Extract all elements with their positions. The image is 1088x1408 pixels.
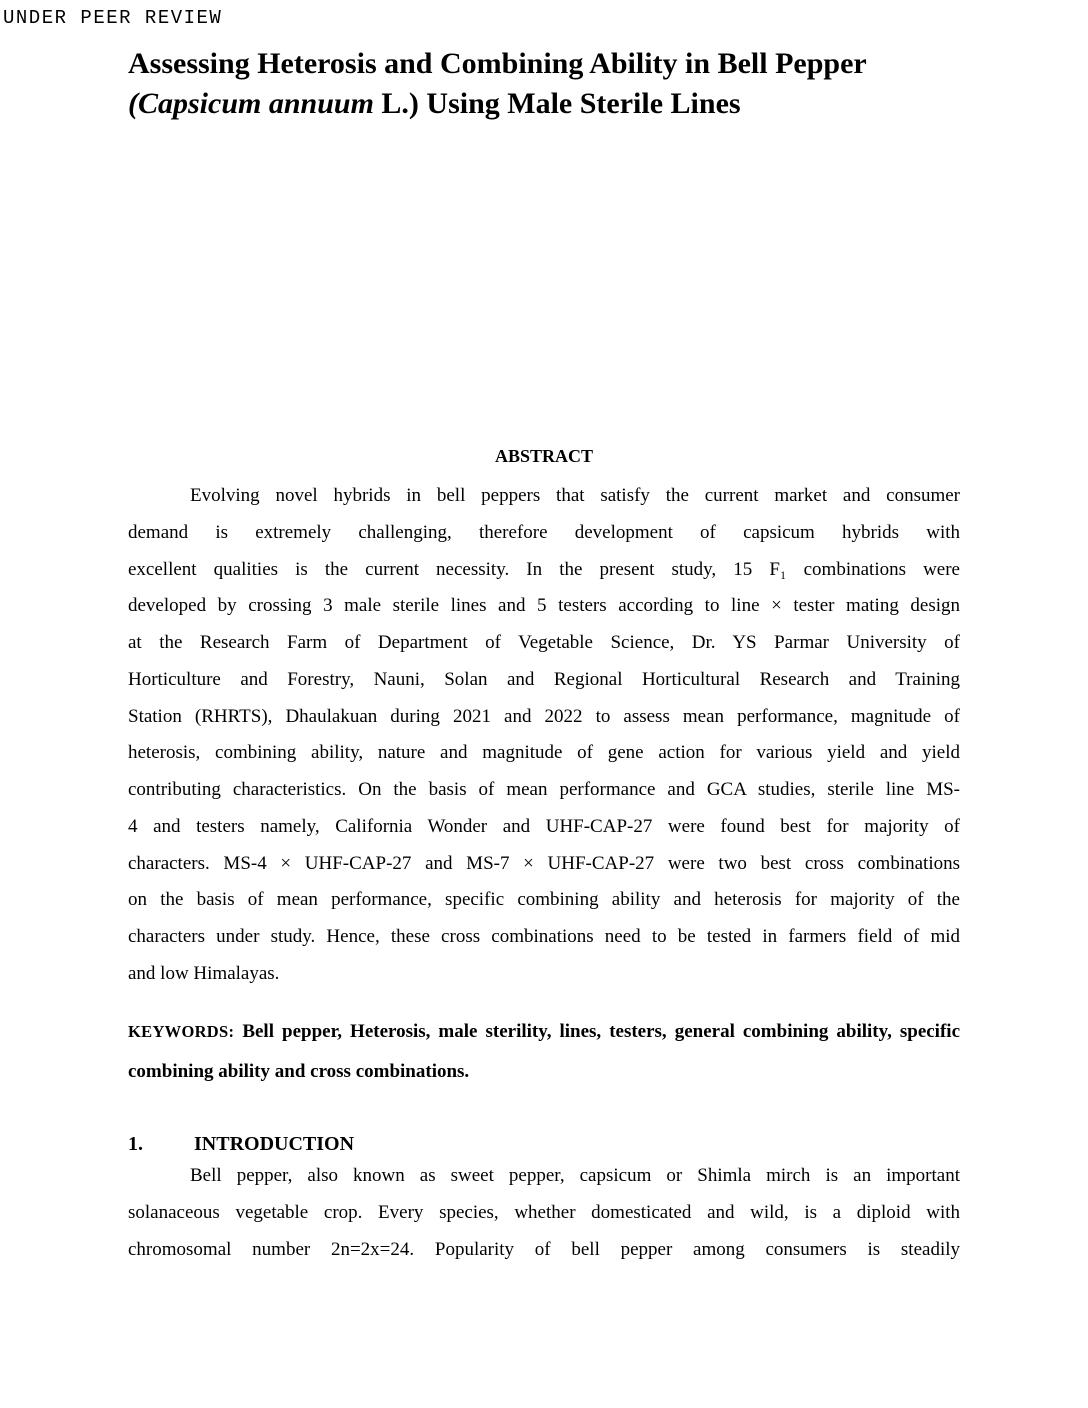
paragraph-line: characters under study. Hence, these cross combinations need to be tested in farmers field of mid [128, 926, 960, 947]
abstract-heading: ABSTRACT [494, 446, 594, 466]
section-heading-introduction [128, 1130, 960, 1158]
peer-review-watermark: UNDER PEER REVIEW [3, 7, 223, 29]
paragraph-line: Evolving novel hybrids in bell peppers that satisfy the current market and consumer [190, 485, 960, 506]
paragraph-line: excellent qualities is the current necessity. In the present study, 15 F₁ combinations were [128, 558, 960, 580]
paragraph-line: characters. MS-4 × UHF-CAP-27 and MS-7 × UHF-CAP-27 were two best cross combinations [128, 852, 960, 874]
paragraph-line: demand is extremely challenging, therefore development of capsicum hybrids with [128, 521, 960, 543]
paragraph-line: chromosomal number 2n=2x=24. Popularity of bell pepper among consumers is steadily [128, 1238, 960, 1260]
paragraph-line: at the Research Farm of Department of Vegetable Science, Dr. YS Parmar University of [128, 632, 960, 653]
paragraph-line: developed by crossing 3 male sterile lines and 5 testers according to line × tester mating design [128, 595, 960, 617]
paper-title-line2-rest: L.) Using Male Sterile Lines [373, 87, 741, 120]
paper-title-line1: Assessing Heterosis and Combining Ability in Bell Pepper [128, 47, 867, 80]
keywords-text: Bell pepper, Heterosis, male sterility, lines, testers, general combining ability, specific combining ability and cross combinations. [128, 1021, 961, 1082]
paragraph-line: solanaceous vegetable crop. Every species, whether domesticated and wild, is a diploid with [128, 1201, 960, 1223]
introduction-paragraph [128, 1158, 960, 1268]
paragraph-line: Station (RHRTS), Dhaulakuan during 2021 and 2022 to assess mean performance, magnitude of [128, 705, 960, 727]
section-number: 1. [128, 1133, 143, 1155]
paragraph-line: and low Himalayas. [128, 962, 280, 984]
paragraph-line: 4 and testers namely, California Wonder and UHF-CAP-27 were found best for majority of [128, 815, 960, 837]
paragraph-line: Horticulture and Forestry, Nauni, Solan and Regional Horticultural Research and Training [128, 668, 960, 690]
paper-title [128, 44, 960, 124]
paragraph-line: on the basis of mean performance, specific combining ability and heterosis for majority of the [128, 889, 960, 911]
paragraph-line: heterosis, combining ability, nature and magnitude of gene action for various yield and yield [128, 742, 960, 764]
paragraph-line: contributing characteristics. On the basis of mean performance and GCA studies, sterile line MS- [128, 779, 960, 800]
keywords-line [128, 1012, 960, 1092]
paper-title-species-italic: (Capsicum annuum [128, 87, 374, 120]
keywords-label: KEYWORDS: [128, 1022, 235, 1041]
section-title: INTRODUCTION [194, 1133, 355, 1155]
abstract-paragraph [128, 478, 960, 993]
paragraph-line: Bell pepper, also known as sweet pepper, capsicum or Shimla mirch is an important [190, 1165, 960, 1186]
